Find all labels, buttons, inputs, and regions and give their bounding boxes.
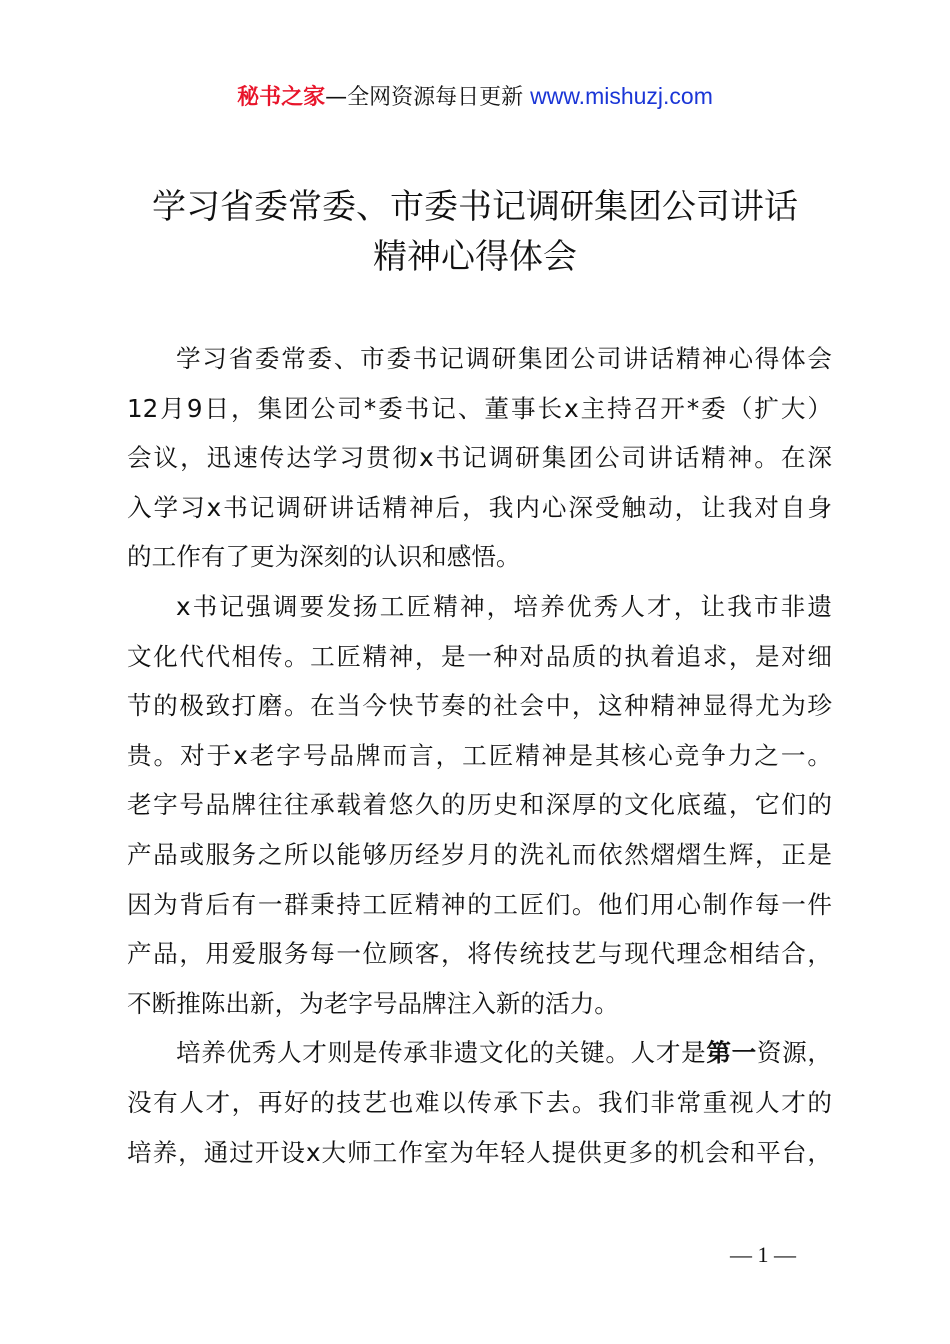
- site-url-link[interactable]: www.mishuzj.com: [530, 83, 713, 109]
- paragraph-2-line-1: x书记强调要发扬工匠精神，培养优秀人才，让我市非遗: [176, 591, 832, 621]
- page-number: — 1 —: [730, 1242, 796, 1267]
- site-header: [0, 80, 950, 114]
- paragraph-1-line-5: 的工作有了更为深刻的认识和感悟。: [127, 542, 521, 572]
- paragraph-1-line-1: 学习省委常委、市委书记调研集团公司讲话精神心得体会: [176, 344, 832, 373]
- paragraph-3-line-2: 没有人才，再好的技艺也难以传承下去。我们非常重视人才的: [127, 1087, 832, 1117]
- paragraph-2-line-9: 不断推陈出新，为老字号品牌注入新的活力。: [127, 988, 619, 1018]
- paragraph-2-line-2: 文化代代相传。工匠精神，是一种对品质的执着追求，是对细: [127, 641, 832, 671]
- paragraph-1-line-3: 会议，迅速传达学习贯彻x书记调研集团公司讲话精神。在深: [127, 443, 832, 473]
- document-title: [60, 182, 890, 282]
- paragraph-2-line-7: 因为背后有一群秉持工匠精神的工匠们。他们用心制作每一件: [127, 889, 832, 919]
- document-title-line-2: 精神心得体会: [373, 237, 577, 277]
- paragraph-2-line-6: 产品或服务之所以能够历经岁月的洗礼而依然熠熠生辉，正是: [127, 839, 832, 869]
- document-title-line-1: 学习省委常委、市委书记调研集团公司讲话: [152, 187, 798, 227]
- paragraph-2-line-8: 产品，用爱服务每一位顾客，将传统技艺与现代理念相结合，: [127, 939, 832, 969]
- paragraph-3-line-1-end: 资源，: [756, 1038, 832, 1068]
- site-tagline: —全网资源每日更新: [325, 85, 524, 110]
- emphasis-text: 第一: [706, 1038, 757, 1068]
- paragraph-2-line-3: 节的极致打磨。在当今快节奏的社会中，这种精神显得尤为珍: [127, 691, 832, 721]
- paragraph-3-line-3: 培养，通过开设x大师工作室为年轻人提供更多的机会和平台，: [127, 1137, 832, 1167]
- paragraph-2-line-4: 贵。对于x老字号品牌而言，工匠精神是其核心竞争力之一。: [127, 740, 832, 770]
- paragraph-2-line-5: 老字号品牌往往承载着悠久的历史和深厚的文化底蕴，它们的: [127, 790, 832, 820]
- paragraph-1-line-4: 入学习x书记调研讲话精神后，我内心深受触动，让我对自身: [127, 492, 832, 522]
- site-brand: 秘书之家: [237, 85, 326, 110]
- paragraph-3-line-1-start: 培养优秀人才则是传承非遗文化的关键。人才是: [176, 1038, 707, 1068]
- paragraph-1-line-2: 12月9日，集团公司*委书记、董事长x主持召开*委（扩大）: [127, 393, 832, 423]
- paragraph-3-line-1: [127, 1028, 832, 1078]
- document-body: [127, 334, 832, 1177]
